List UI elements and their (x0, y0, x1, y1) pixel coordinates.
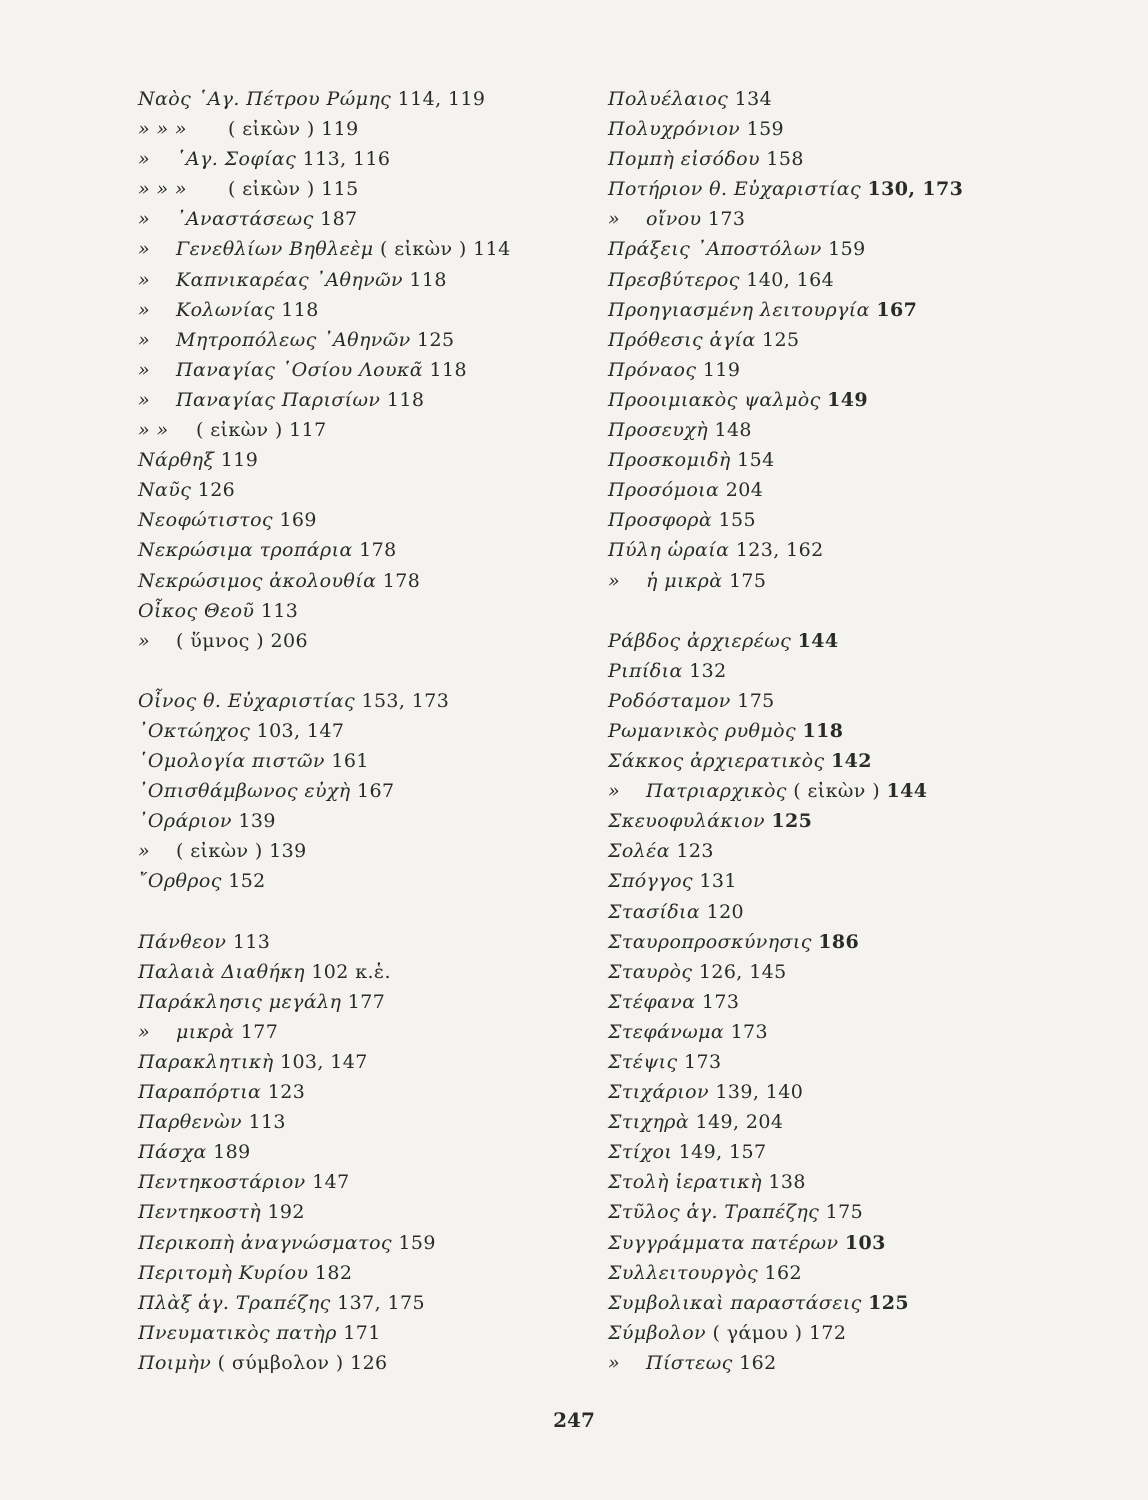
index-entry (608, 1318, 1068, 1348)
index-entry (608, 475, 1068, 505)
index-entry (608, 1258, 1068, 1288)
index-term: Στολὴ ἱερατικὴ (608, 1171, 762, 1194)
index-term: Σύμβολον (608, 1321, 706, 1344)
index-term: Πνευματικὸς πατὴρ (138, 1321, 337, 1344)
index-note: ( γάμου ) (712, 1321, 803, 1344)
index-page-refs: 119 (321, 118, 359, 141)
index-term: Πολυέλαιος (608, 88, 729, 110)
index-entry (138, 84, 598, 114)
index-entry (138, 566, 598, 596)
index-page-refs: 103, 147 (256, 719, 345, 742)
index-page-refs: 119 (220, 449, 259, 472)
index-entry (138, 1318, 598, 1348)
index-page-refs: 125 (868, 1291, 910, 1314)
index-page-refs: 114 (473, 238, 511, 261)
index-entry (608, 987, 1068, 1017)
index-term: Συμβολικαὶ παραστάσεις (608, 1291, 862, 1314)
index-entry (138, 114, 598, 144)
index-entry (138, 445, 598, 475)
index-entry (138, 596, 598, 626)
index-page-refs: 113 (260, 599, 299, 622)
index-entry (608, 355, 1068, 385)
index-note: ( εἰκὼν ) (228, 118, 315, 141)
index-term: Στασίδια (608, 900, 701, 923)
index-note: ( σύμβολον ) (217, 1351, 344, 1374)
index-entry (138, 776, 598, 806)
index-term: Προσφορὰ (608, 509, 713, 532)
index-entry (608, 204, 1068, 234)
index-page-refs: 118 (409, 268, 447, 291)
index-entry (608, 84, 1068, 114)
index-gap (138, 897, 598, 927)
ditto-mark: » (138, 328, 151, 351)
index-page-refs: 115 (321, 178, 359, 201)
index-entry (138, 174, 598, 204)
index-page-refs: 138 (768, 1171, 806, 1194)
index-entry (138, 1288, 598, 1318)
index-page-refs: 125 (771, 810, 813, 833)
index-term: Μητροπόλεως ᾿Αθηνῶν (176, 328, 411, 351)
index-page-refs: 123 (267, 1081, 306, 1104)
index-entry (138, 204, 598, 234)
index-page-refs: 158 (766, 148, 804, 171)
index-page-refs: 173 (730, 1020, 769, 1043)
index-term: Προσκομιδὴ (608, 449, 731, 472)
index-page-refs: 149 (827, 388, 869, 411)
index-entry (138, 1077, 598, 1107)
index-note: ( εἰκὼν ) (228, 178, 315, 201)
index-entry (138, 836, 598, 866)
index-term: Πατριαρχικὸς (646, 780, 787, 803)
index-entry (608, 1228, 1068, 1258)
index-note: ( εἰκὼν ) (196, 419, 283, 442)
index-term: Σταυροπροσκύνησις (608, 930, 812, 953)
index-page-refs: 173 (683, 1051, 722, 1073)
index-term: Καπνικαρέας ᾿Αθηνῶν (176, 268, 403, 291)
index-page-refs: 149, 157 (678, 1141, 767, 1164)
index-term: Πομπὴ εἰσόδου (608, 148, 760, 171)
index-entry (608, 1077, 1068, 1107)
index-term: Σκευοφυλάκιον (608, 810, 765, 833)
index-page-refs: 155 (718, 509, 757, 532)
index-entry (138, 475, 598, 505)
index-page-refs: 103, 147 (279, 1051, 368, 1073)
index-term: Πάνθεον (138, 930, 227, 953)
index-column-left (138, 84, 598, 1378)
ditto-mark: » » » (138, 118, 187, 141)
index-entry (138, 535, 598, 565)
index-entry (608, 1047, 1068, 1077)
index-page-refs: 123, 162 (735, 539, 824, 562)
index-entry (608, 866, 1068, 896)
index-entry (608, 806, 1068, 836)
index-page-refs: 113 (232, 930, 271, 953)
ditto-mark: » (608, 780, 621, 803)
index-term: Παναγίας Παρισίων (176, 388, 381, 411)
index-page-refs: 186 (818, 930, 860, 953)
index-entry (608, 295, 1068, 325)
index-entry (608, 234, 1068, 264)
index-term: Στιχηρὰ (608, 1111, 690, 1134)
index-term: Προοιμιακὸς ψαλμὸς (608, 388, 821, 411)
ditto-mark: » (138, 238, 151, 261)
index-term: Στῦλος ἁγ. Τραπέζης (608, 1201, 820, 1224)
index-page-refs: 206 (270, 629, 308, 652)
index-entry (608, 1288, 1068, 1318)
index-term: Γενεθλίων Βηθλεὲμ (176, 238, 374, 261)
index-page-refs: 175 (737, 689, 775, 712)
index-page-refs: 130, 173 (867, 178, 964, 201)
index-page-refs: 169 (279, 509, 317, 532)
index-entry (138, 806, 598, 836)
index-page-refs: 153, 173 (361, 689, 450, 712)
index-term: ᾿Αναστάσεως (176, 208, 314, 231)
index-term: Στεφάνωμα (608, 1020, 725, 1043)
index-entry (608, 174, 1068, 204)
index-entry (138, 1047, 598, 1077)
index-term: Προσευχὴ (608, 419, 708, 442)
index-entry (138, 355, 598, 385)
index-term: ῎Ορθρος (138, 870, 222, 893)
index-entry (608, 535, 1068, 565)
ditto-mark: » (138, 268, 151, 291)
index-page-refs: 159 (746, 118, 785, 141)
index-term: Ναὸς ῾Αγ. Πέτρου Ρώμης (138, 88, 392, 110)
index-entry (138, 265, 598, 295)
index-entry (608, 1167, 1068, 1197)
index-entry (608, 656, 1068, 686)
index-page-refs: 147 (312, 1171, 350, 1194)
index-term: Νεκρώσιμος ἀκολουθία (138, 569, 377, 592)
index-term: Νεοφώτιστος (138, 509, 273, 532)
index-term: Νάρθηξ (138, 449, 215, 472)
ditto-mark: » (138, 629, 151, 652)
index-entry (608, 957, 1068, 987)
index-entry (138, 505, 598, 535)
index-page-refs: 175 (728, 569, 767, 592)
index-term: Πρόθεσις ἁγία (608, 328, 756, 351)
index-page-refs: 132 (689, 659, 727, 682)
index-entry (138, 1197, 598, 1227)
index-page-refs: 172 (808, 1321, 847, 1344)
index-entry (608, 325, 1068, 355)
index-entry (608, 1348, 1068, 1378)
index-entry (138, 1107, 598, 1137)
index-entry (138, 746, 598, 776)
ditto-mark: » (608, 208, 621, 231)
ditto-mark: » (138, 388, 151, 411)
index-term: Παράκλησις μεγάλη (138, 990, 342, 1013)
index-term: Παρθενὼν (138, 1111, 242, 1134)
index-page-refs: 162 (739, 1351, 777, 1374)
index-term: Προσόμοια (608, 479, 720, 502)
index-entry (608, 1017, 1068, 1047)
index-entry (138, 1228, 598, 1258)
index-page-refs: 154 (737, 449, 775, 472)
index-page-refs: 139 (269, 840, 307, 863)
index-entry (608, 776, 1068, 806)
index-term: Σάκκος ἀρχιερατικὸς (608, 750, 825, 773)
index-term: Ποτήριον θ. Εὐχαριστίας (608, 178, 862, 201)
ditto-mark: » (138, 1020, 151, 1043)
index-page-refs: 175 (825, 1201, 864, 1224)
index-term: Συλλειτουργὸς (608, 1261, 759, 1284)
index-page-refs: 144 (886, 780, 928, 803)
index-page-refs: 125 (762, 328, 800, 351)
index-entry (138, 987, 598, 1017)
index-term: Στίχοι (608, 1141, 673, 1164)
index-entry (138, 415, 598, 445)
index-entry (608, 897, 1068, 927)
index-entry (138, 866, 598, 896)
index-term: ῾Αγ. Σοφίας (176, 148, 297, 171)
index-term: ᾿Οπισθάμβωνος εὐχὴ (138, 780, 351, 803)
index-term: Ποιμὴν (138, 1351, 212, 1374)
index-term: Πύλη ὡραία (608, 539, 730, 562)
index-page-refs: 131 (699, 870, 737, 893)
index-term: Σταυρὸς (608, 960, 693, 983)
index-page-refs: 162 (764, 1261, 802, 1284)
index-page-refs: 152 (228, 870, 266, 893)
index-entry (608, 1137, 1068, 1167)
index-entry (608, 686, 1068, 716)
index-entry (138, 957, 598, 987)
index-page-refs: 113 (248, 1111, 286, 1134)
index-gap (138, 656, 598, 686)
ditto-mark: » (138, 208, 151, 231)
index-entry (138, 716, 598, 746)
index-page-refs: 187 (320, 208, 358, 231)
index-entry (608, 415, 1068, 445)
index-page-refs: 204 (725, 479, 764, 502)
index-page-refs: 144 (797, 629, 839, 652)
index-page-refs: 118 (386, 388, 425, 411)
index-term: ᾿Οράριον (138, 810, 232, 833)
index-term: ᾿Οκτώηχος (138, 719, 251, 742)
index-term: Πρόναος (608, 358, 697, 381)
index-entry (138, 1137, 598, 1167)
index-note: ( εἰκὼν ) (176, 840, 263, 863)
index-term: ἡ μικρὰ (646, 569, 723, 592)
index-page-refs: 178 (359, 539, 397, 562)
index-term: Ράβδος ἀρχιερέως (608, 629, 792, 652)
index-page-refs: 159 (828, 238, 866, 261)
index-page-refs: 161 (331, 750, 369, 773)
index-entry (608, 144, 1068, 174)
index-term: Στέφανα (608, 990, 696, 1013)
index-term: Παλαιὰ Διαθήκη (138, 960, 305, 983)
index-page-refs: 134 (734, 88, 773, 110)
index-page-refs: 182 (314, 1261, 353, 1284)
page-number: 247 (553, 1408, 595, 1432)
index-entry (138, 385, 598, 415)
index-entry (608, 746, 1068, 776)
ditto-mark: » (138, 298, 151, 321)
index-entry (608, 445, 1068, 475)
ditto-mark: » (138, 148, 151, 171)
index-entry (138, 144, 598, 174)
index-page-refs: 119 (702, 358, 741, 381)
index-page-refs: 148 (714, 419, 752, 442)
index-term: Στέψις (608, 1051, 678, 1073)
index-term: Περιτομὴ Κυρίου (138, 1261, 309, 1284)
index-term: Κολωνίας (176, 298, 275, 321)
index-term: Πολυχρόνιον (608, 118, 741, 141)
index-entry (608, 626, 1068, 656)
index-term: Σολέα (608, 840, 670, 863)
index-entry (138, 234, 598, 264)
index-term: Πίστεως (646, 1351, 733, 1374)
index-entry (138, 1348, 598, 1378)
index-page-refs: 189 (213, 1141, 251, 1164)
index-page-refs: 171 (343, 1321, 381, 1344)
index-entry (608, 836, 1068, 866)
index-term: Συγγράμματα πατέρων (608, 1231, 839, 1254)
index-term: Παρακλητικὴ (138, 1051, 274, 1073)
ditto-mark: » (138, 358, 151, 381)
index-page-refs: 123 (676, 840, 714, 863)
ditto-mark: » (608, 569, 621, 592)
index-term: Ριπίδια (608, 659, 683, 682)
index-term: ῾Ομολογία πιστῶν (138, 750, 325, 773)
index-page-refs: 103 (844, 1231, 886, 1254)
index-entry (138, 1017, 598, 1047)
index-term: οἴνου (646, 208, 702, 231)
index-term: Ροδόσταμον (608, 689, 731, 712)
index-page-refs: 126 (350, 1351, 388, 1374)
index-page-refs: 178 (382, 569, 421, 592)
index-term: Σπόγγος (608, 870, 693, 893)
index-entry (138, 1167, 598, 1197)
index-term: Οἶκος Θεοῦ (138, 599, 255, 622)
index-page-refs: 137, 175 (337, 1291, 425, 1314)
index-entry (608, 716, 1068, 746)
ditto-mark: » » » (138, 178, 187, 201)
index-page-refs: 125 (417, 328, 455, 351)
index-note: ( εἰκὼν ) (379, 238, 467, 261)
index-term: Πρεσβύτερος (608, 268, 740, 291)
index-note: ( εἰκὼν ) (793, 780, 881, 803)
index-page-refs: 126 (197, 479, 236, 502)
index-page-refs: 173 (707, 208, 746, 231)
index-column-right (608, 84, 1068, 1378)
index-term: Περικοπὴ ἀναγνώσματος (138, 1231, 392, 1254)
index-page-refs: 167 (876, 298, 918, 321)
index-page-refs: 102 κ.ἑ. (311, 960, 391, 983)
index-page-refs: 139 (238, 810, 276, 833)
index-term: Παραπόρτια (138, 1081, 262, 1104)
index-term: Προηγιασμένη λειτουργία (608, 298, 870, 321)
index-entry (138, 626, 598, 656)
index-entry (608, 505, 1068, 535)
index-term: Πλὰξ ἁγ. Τραπέζης (138, 1291, 331, 1314)
index-entry (138, 295, 598, 325)
index-page-refs: 139, 140 (715, 1081, 804, 1104)
index-page-refs: 142 (831, 750, 872, 773)
index-term: Πεντηκοστὴ (138, 1201, 261, 1224)
index-page-refs: 177 (240, 1020, 279, 1043)
index-term: Πράξεις ᾿Αποστόλων (608, 238, 822, 261)
index-page-refs: 177 (347, 990, 386, 1013)
ditto-mark: » » (138, 419, 169, 442)
index-page-refs: 140, 164 (746, 268, 835, 291)
index-page-refs: 192 (267, 1201, 305, 1224)
index-entry (608, 566, 1068, 596)
index-page-refs: 126, 145 (698, 960, 787, 983)
ditto-mark: » (608, 1351, 621, 1374)
index-page-refs: 120 (706, 900, 745, 923)
index-entry (608, 1107, 1068, 1137)
index-entry (138, 686, 598, 716)
index-term: Οἶνος θ. Εὐχαριστίας (138, 689, 355, 712)
index-entry (608, 1197, 1068, 1227)
index-term: Παναγίας ῾Οσίου Λουκᾶ (176, 358, 424, 381)
index-gap (608, 596, 1068, 626)
index-term: Πεντηκοστάριον (138, 1171, 306, 1194)
index-term: Στιχάριον (608, 1081, 709, 1104)
index-entry (138, 1258, 598, 1288)
index-page-refs: 159 (398, 1231, 436, 1254)
ditto-mark: » (138, 840, 151, 863)
index-page-refs: 149, 204 (695, 1111, 784, 1134)
index-page-refs: 118 (802, 719, 844, 742)
index-page-refs: 118 (281, 298, 319, 321)
index-term: μικρὰ (176, 1020, 235, 1043)
index-term: Νεκρώσιμα τροπάρια (138, 539, 353, 562)
index-entry (608, 114, 1068, 144)
index-term: Ρωμανικὸς ρυθμὸς (608, 719, 797, 742)
index-note: ( ὕμνος ) (176, 629, 265, 652)
index-page-refs: 113, 116 (302, 148, 391, 171)
index-page-refs: 118 (429, 358, 467, 381)
index-entry (138, 927, 598, 957)
index-entry (608, 265, 1068, 295)
index-page-refs: 167 (357, 780, 395, 803)
index-entry (138, 325, 598, 355)
index-page-refs: 117 (289, 419, 327, 442)
index-entry (608, 927, 1068, 957)
index-term: Ναῦς (138, 479, 192, 502)
index-page-refs: 173 (701, 990, 740, 1013)
index-term: Πάσχα (138, 1141, 207, 1164)
index-page-refs: 114, 119 (397, 88, 486, 110)
index-entry (608, 385, 1068, 415)
